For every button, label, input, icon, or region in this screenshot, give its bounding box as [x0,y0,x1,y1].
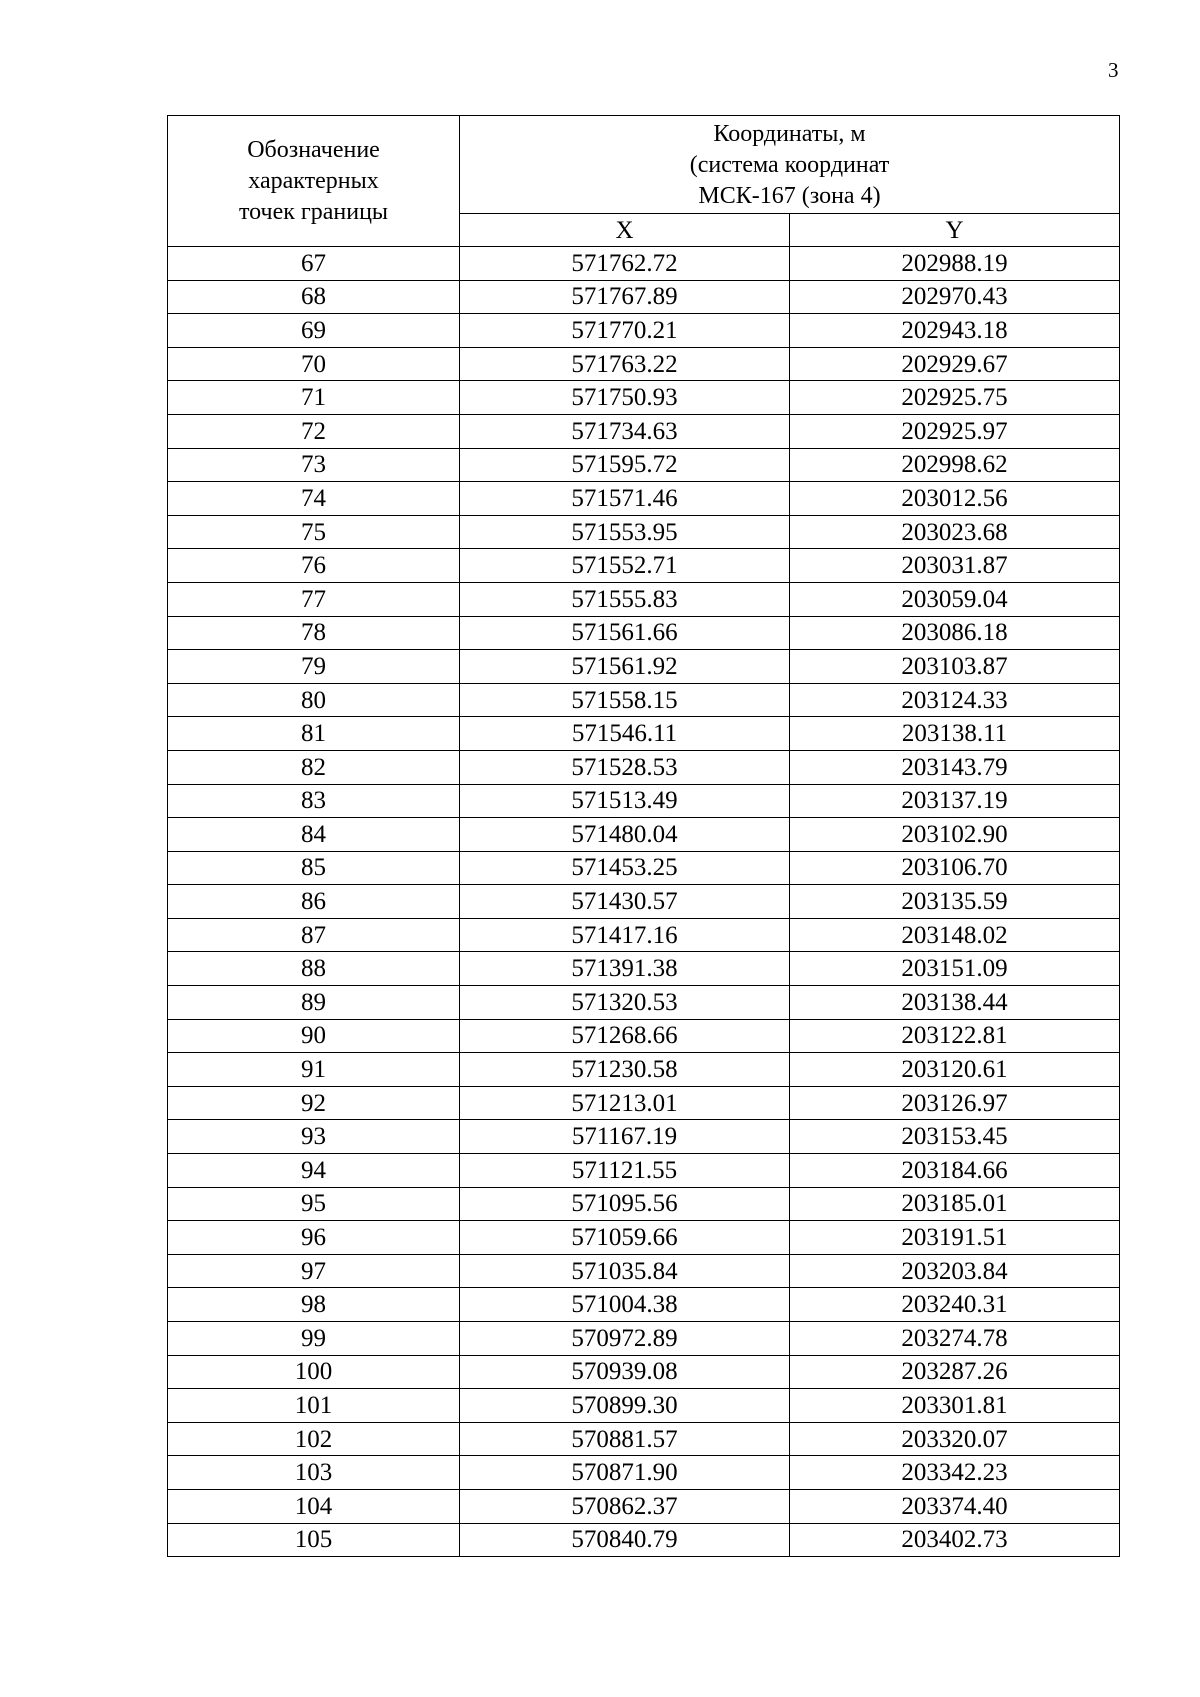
table-row [168,381,1120,415]
table-row [168,1288,1120,1322]
x-coordinate-cell: 571167.19 [460,1120,790,1154]
x-coordinate-cell: 571734.63 [460,414,790,448]
table-row [168,1053,1120,1087]
point-number-cell: 84 [168,818,460,852]
x-coordinate-cell: 571513.49 [460,784,790,818]
y-coordinate-cell: 203374.40 [790,1489,1120,1523]
point-number-cell: 94 [168,1154,460,1188]
y-coordinate-cell: 203086.18 [790,616,1120,650]
x-coordinate-cell: 570939.08 [460,1355,790,1389]
point-number-cell: 99 [168,1322,460,1356]
table-row [168,683,1120,717]
point-number-cell: 78 [168,616,460,650]
y-coordinate-cell: 203138.11 [790,717,1120,751]
y-coordinate-cell: 203151.09 [790,952,1120,986]
y-coordinate-cell: 203240.31 [790,1288,1120,1322]
x-coordinate-cell: 571555.83 [460,582,790,616]
y-coordinate-cell: 202970.43 [790,280,1120,314]
x-coordinate-cell: 571121.55 [460,1154,790,1188]
point-label-line: Обозначение [247,136,380,163]
y-coordinate-cell: 203138.44 [790,986,1120,1020]
point-number-cell: 96 [168,1221,460,1255]
table-row [168,1187,1120,1221]
point-number-cell: 97 [168,1254,460,1288]
x-coordinate-cell: 570972.89 [460,1322,790,1356]
point-number-cell: 102 [168,1422,460,1456]
x-coordinate-cell: 571595.72 [460,448,790,482]
x-column-header: X [460,214,790,247]
table-row [168,1019,1120,1053]
y-coordinate-cell: 203185.01 [790,1187,1120,1221]
table-row [168,918,1120,952]
y-coordinate-cell: 203287.26 [790,1355,1120,1389]
x-coordinate-cell: 571552.71 [460,549,790,583]
x-coordinate-cell: 570881.57 [460,1422,790,1456]
y-coordinate-cell: 203135.59 [790,885,1120,919]
y-coordinate-cell: 203031.87 [790,549,1120,583]
table-row [168,1086,1120,1120]
point-number-cell: 103 [168,1456,460,1490]
x-coordinate-cell: 571750.93 [460,381,790,415]
point-number-cell: 74 [168,482,460,516]
point-number-cell: 98 [168,1288,460,1322]
y-coordinate-cell: 202925.97 [790,414,1120,448]
y-coordinate-cell: 203274.78 [790,1322,1120,1356]
x-coordinate-cell: 570862.37 [460,1489,790,1523]
point-number-cell: 101 [168,1389,460,1423]
point-number-cell: 93 [168,1120,460,1154]
point-number-cell: 77 [168,582,460,616]
x-coordinate-cell: 571453.25 [460,851,790,885]
y-coordinate-cell: 203102.90 [790,818,1120,852]
x-coordinate-cell: 571004.38 [460,1288,790,1322]
table-row [168,448,1120,482]
x-coordinate-cell: 571035.84 [460,1254,790,1288]
point-number-cell: 79 [168,650,460,684]
y-coordinate-cell: 203137.19 [790,784,1120,818]
table-row [168,1422,1120,1456]
x-coordinate-cell: 570899.30 [460,1389,790,1423]
y-coordinate-cell: 203059.04 [790,582,1120,616]
table-row [168,414,1120,448]
table-row [168,885,1120,919]
point-number-cell: 83 [168,784,460,818]
y-coordinate-cell: 203203.84 [790,1254,1120,1288]
x-coordinate-cell: 571230.58 [460,1053,790,1087]
table-row [168,750,1120,784]
x-coordinate-cell: 571571.46 [460,482,790,516]
x-coordinate-cell: 570871.90 [460,1456,790,1490]
x-coordinate-cell: 571767.89 [460,280,790,314]
y-coordinate-cell: 203120.61 [790,1053,1120,1087]
table-row [168,1355,1120,1389]
y-coordinate-cell: 203023.68 [790,515,1120,549]
point-number-cell: 87 [168,918,460,952]
point-label-line: характерных [248,167,379,194]
y-coordinate-cell: 202998.62 [790,448,1120,482]
y-coordinate-cell: 203191.51 [790,1221,1120,1255]
coords-header-line: МСК-167 (зона 4) [698,183,881,209]
x-coordinate-cell: 571558.15 [460,683,790,717]
table-row [168,1489,1120,1523]
y-coordinate-cell: 203124.33 [790,683,1120,717]
x-coordinate-cell: 571320.53 [460,986,790,1020]
table-row [168,851,1120,885]
coordinates-table [167,115,1120,1557]
y-coordinate-cell: 203320.07 [790,1422,1120,1456]
point-number-cell: 100 [168,1355,460,1389]
x-coordinate-cell: 571095.56 [460,1187,790,1221]
table-row [168,818,1120,852]
point-number-cell: 81 [168,717,460,751]
y-coordinate-cell: 203126.97 [790,1086,1120,1120]
point-number-cell: 75 [168,515,460,549]
table-row [168,717,1120,751]
point-number-cell: 105 [168,1523,460,1557]
table-row [168,1322,1120,1356]
table-row [168,952,1120,986]
y-coordinate-cell: 202988.19 [790,247,1120,281]
y-coordinate-cell: 203301.81 [790,1389,1120,1423]
y-coordinate-cell: 203106.70 [790,851,1120,885]
table-row [168,314,1120,348]
x-coordinate-cell: 571762.72 [460,247,790,281]
x-coordinate-cell: 571528.53 [460,750,790,784]
x-coordinate-cell: 571553.95 [460,515,790,549]
y-coordinate-cell: 203402.73 [790,1523,1120,1557]
x-coordinate-cell: 571561.92 [460,650,790,684]
x-coordinate-cell: 571268.66 [460,1019,790,1053]
table-row [168,582,1120,616]
x-coordinate-cell: 571391.38 [460,952,790,986]
x-coordinate-cell: 571561.66 [460,616,790,650]
y-coordinate-cell: 203122.81 [790,1019,1120,1053]
table-row [168,280,1120,314]
x-coordinate-cell: 571059.66 [460,1221,790,1255]
page-number: 3 [1108,58,1119,82]
x-coordinate-cell: 571546.11 [460,717,790,751]
table-row [168,1456,1120,1490]
table-row [168,1389,1120,1423]
point-number-cell: 70 [168,347,460,381]
point-number-cell: 72 [168,414,460,448]
y-coordinate-cell: 202925.75 [790,381,1120,415]
table-row [168,986,1120,1020]
coords-header-line: (система координат [689,152,890,178]
y-coordinate-cell: 202943.18 [790,314,1120,348]
x-coordinate-cell: 571480.04 [460,818,790,852]
point-number-cell: 73 [168,448,460,482]
x-coordinate-cell: 571763.22 [460,347,790,381]
point-number-cell: 90 [168,1019,460,1053]
table-row [168,1254,1120,1288]
y-coordinate-cell: 203148.02 [790,918,1120,952]
table-row [168,549,1120,583]
point-label-line: точек границы [238,198,389,225]
table-row [168,784,1120,818]
y-column-header: Y [790,214,1120,247]
point-number-cell: 88 [168,952,460,986]
y-coordinate-cell: 203153.45 [790,1120,1120,1154]
y-coordinate-cell: 203103.87 [790,650,1120,684]
table-row [168,347,1120,381]
x-coordinate-cell: 570840.79 [460,1523,790,1557]
point-number-cell: 69 [168,314,460,348]
point-label-header [168,116,460,247]
y-coordinate-cell: 203012.56 [790,482,1120,516]
table-row [168,650,1120,684]
point-number-cell: 82 [168,750,460,784]
x-coordinate-cell: 571430.57 [460,885,790,919]
point-number-cell: 89 [168,986,460,1020]
coordinates-header [460,116,1120,214]
point-number-cell: 67 [168,247,460,281]
point-number-cell: 80 [168,683,460,717]
x-coordinate-cell: 571770.21 [460,314,790,348]
point-number-cell: 104 [168,1489,460,1523]
point-number-cell: 86 [168,885,460,919]
y-coordinate-cell: 203143.79 [790,750,1120,784]
point-number-cell: 68 [168,280,460,314]
table-row [168,1154,1120,1188]
coords-header-line: Координаты, м [713,121,866,147]
table-row [168,482,1120,516]
point-number-cell: 76 [168,549,460,583]
point-number-cell: 85 [168,851,460,885]
point-number-cell: 91 [168,1053,460,1087]
y-coordinate-cell: 203184.66 [790,1154,1120,1188]
x-coordinate-cell: 571417.16 [460,918,790,952]
point-number-cell: 92 [168,1086,460,1120]
table-row [168,247,1120,281]
table-row [168,1120,1120,1154]
table-row [168,1523,1120,1557]
x-coordinate-cell: 571213.01 [460,1086,790,1120]
point-number-cell: 95 [168,1187,460,1221]
table-body [168,247,1120,1557]
y-coordinate-cell: 203342.23 [790,1456,1120,1490]
table-row [168,515,1120,549]
table-row [168,616,1120,650]
y-coordinate-cell: 202929.67 [790,347,1120,381]
point-number-cell: 71 [168,381,460,415]
table-row [168,1221,1120,1255]
